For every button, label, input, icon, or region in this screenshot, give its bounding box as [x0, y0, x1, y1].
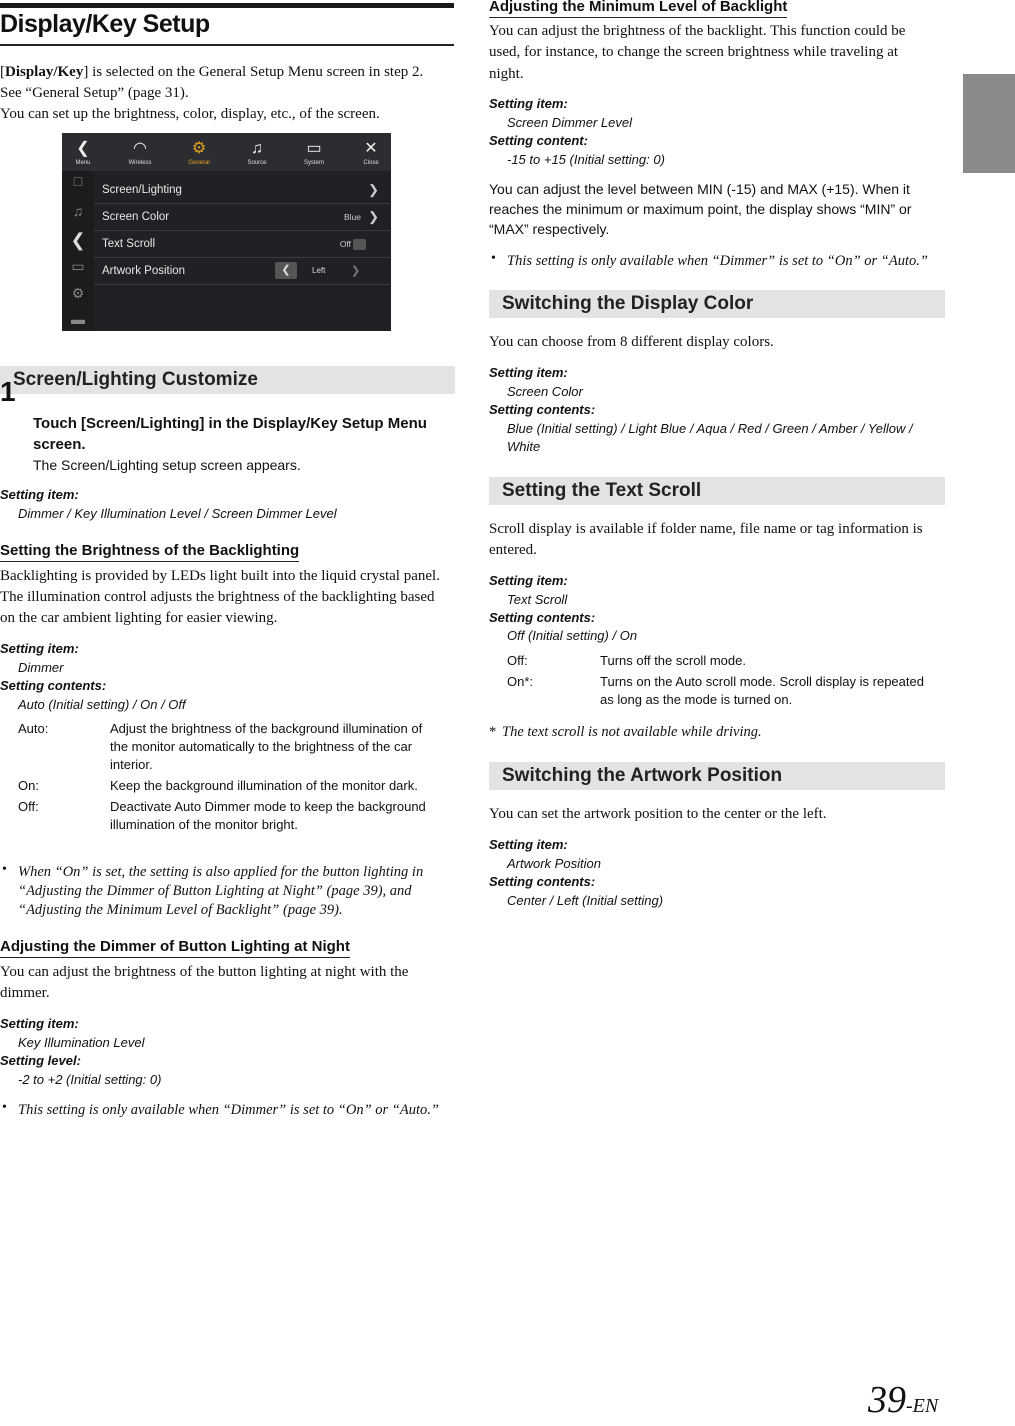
toggle-icon: [353, 239, 366, 250]
display-color-contents-1: Blue (Initial setting) / Light Blue / Aqua / Red / Green / Amber / Yellow /: [507, 421, 913, 436]
screen-row-scroll: Text Scroll Off: [94, 231, 391, 258]
button-dimmer-note: This setting is only available when “Dimmer” is set to “On” or “Auto.”: [18, 1102, 439, 1118]
text-scroll-body-2: entered.: [489, 542, 537, 558]
side-back-icon: ❮: [70, 230, 86, 250]
screen-tab-system: ▭ System: [289, 138, 339, 166]
option-desc-auto-2: the monitor automatically to the brightness of the car: [110, 739, 413, 754]
step-instruction-line-2: screen.: [33, 436, 86, 453]
min-backlight-detail-1: You can adjust the level between MIN (-15) and MAX (+15). When it: [489, 181, 910, 197]
setting-item-value: Dimmer / Key Illumination Level / Screen Dimmer Level: [18, 506, 337, 521]
subheading-button-dimmer: Adjusting the Dimmer of Button Lighting at Night: [0, 938, 350, 958]
section-heading-artwork: Switching the Artwork Position: [489, 762, 945, 790]
artwork-item-value: Artwork Position: [507, 856, 601, 871]
option-desc-auto-1: Adjust the brightness of the background illumination of: [110, 721, 423, 736]
section-heading-display-color: Switching the Display Color: [489, 290, 945, 318]
text-scroll-item-label: Setting item:: [489, 573, 568, 588]
brightness-body-2: The illumination control adjusts the brightness of the backlighting based: [0, 589, 435, 605]
min-backlight-content-label: Setting content:: [489, 133, 588, 148]
page-title: Display/Key Setup: [0, 10, 210, 38]
display-color-contents-2: White: [507, 439, 541, 454]
chapter-tab: [963, 74, 1015, 173]
brightness-note-3: “Adjusting the Minimum Level of Backlight” (page 39).: [18, 902, 343, 918]
screen-row-lighting: Screen/Lighting ❯: [94, 177, 391, 204]
display-color-item-value: Screen Color: [507, 384, 583, 399]
screen-tab-close: ✕ Close: [346, 138, 391, 166]
brightness-note-1: When “On” is set, the setting is also applied for the button lighting in: [18, 864, 424, 880]
button-dimmer-item-label: Setting item:: [0, 1016, 79, 1031]
page-number: 39-EN: [868, 1379, 939, 1421]
text-scroll-body-1: Scroll display is available if folder name, file name or tag information is: [489, 521, 923, 537]
setting-item-label: Setting item:: [0, 487, 79, 502]
side-music-icon: ♫: [72, 205, 84, 220]
title-rule-bottom: [0, 44, 454, 46]
option-desc-off-1: Deactivate Auto Dimmer mode to keep the background: [110, 799, 426, 814]
brightness-item-label: Setting item:: [0, 641, 79, 656]
option-desc-on: Keep the background illumination of the monitor dark.: [110, 778, 418, 793]
side-car-icon: ▬: [71, 313, 85, 328]
option-desc-auto-3: interior.: [110, 757, 153, 772]
subheading-brightness: Setting the Brightness of the Backlighting: [0, 542, 299, 562]
button-dimmer-level-value: -2 to +2 (Initial setting: 0): [18, 1072, 162, 1087]
subheading-min-backlight: Adjusting the Minimum Level of Backlight: [489, 0, 787, 18]
button-dimmer-item-value: Key Illumination Level: [18, 1035, 145, 1050]
chevron-left-icon: ❮: [275, 262, 297, 279]
min-backlight-detail-2: reaches the minimum or maximum point, the display shows “MIN” or: [489, 201, 912, 217]
bullet-icon: •: [2, 1100, 7, 1115]
chevron-right-icon: ❯: [351, 265, 361, 277]
text-scroll-item-value: Text Scroll: [507, 592, 568, 607]
step-number: 1: [0, 376, 16, 407]
min-backlight-body-3: night.: [489, 66, 524, 82]
text-scroll-contents-label: Setting contents:: [489, 610, 596, 625]
brightness-note-2: “Adjusting the Dimmer of Button Lighting at Night” (page 39), and: [18, 883, 412, 899]
intro-key: Display/Key: [5, 64, 84, 80]
chevron-right-icon: ❯: [368, 209, 379, 224]
min-backlight-body-1: You can adjust the brightness of the backlight. This function could be: [489, 23, 906, 39]
screen-tab-source: ♫ Source: [232, 138, 282, 166]
screen-row-artwork: Artwork Position ❮ Left ❯: [94, 258, 391, 285]
step-result: The Screen/Lighting setup screen appears.: [33, 457, 301, 473]
brightness-contents-label: Setting contents:: [0, 678, 107, 693]
option-desc-off-2: illumination of the monitor bright.: [110, 817, 298, 832]
title-rule-top: [0, 3, 454, 8]
gear-icon: ⚙: [191, 140, 207, 157]
scroll-option-desc-on-1: Turns on the Auto scroll mode. Scroll display is repeated: [600, 674, 924, 689]
screen-row-color: Screen Color Blue ❯: [94, 204, 391, 231]
display-color-body: You can choose from 8 different display colors.: [489, 334, 774, 350]
display-color-contents-label: Setting contents:: [489, 402, 596, 417]
wifi-icon: ◠: [133, 140, 147, 157]
side-gear-icon: ⚙: [71, 287, 85, 302]
screen-tab-wireless: ◠ Wireless: [115, 138, 165, 166]
screen-tab-general: ⚙ General: [174, 138, 224, 166]
artwork-contents-label: Setting contents:: [489, 874, 596, 889]
page-suffix: -EN: [906, 1395, 939, 1417]
intro-line-1-rest: ] is selected on the General Setup Menu screen in step 2.: [83, 64, 424, 80]
button-dimmer-level-label: Setting level:: [0, 1053, 81, 1068]
brightness-item-value: Dimmer: [18, 660, 64, 675]
intro-line-3: You can set up the brightness, color, display, etc., of the screen.: [0, 106, 380, 122]
intro-line-2: See “General Setup” (page 31).: [0, 85, 189, 101]
artwork-body: You can set the artwork position to the center or the left.: [489, 806, 827, 822]
chevron-right-icon: ❯: [368, 182, 379, 197]
screen-side-bar: [62, 171, 94, 331]
bullet-icon: •: [2, 862, 7, 877]
scroll-option-key-off: Off:: [507, 653, 528, 668]
footnote-mark: *: [489, 724, 497, 740]
section-heading-text-scroll: Setting the Text Scroll: [489, 477, 945, 505]
step-key: Screen/Lighting: [86, 415, 200, 432]
min-backlight-item-value: Screen Dimmer Level: [507, 115, 632, 130]
button-dimmer-body-1: You can adjust the brightness of the button lighting at night with the: [0, 964, 409, 980]
text-scroll-footnote: The text scroll is not available while driving.: [502, 724, 762, 740]
artwork-contents-value: Center / Left (Initial setting): [507, 893, 664, 908]
option-key-on: On:: [18, 778, 39, 793]
option-key-auto: Auto:: [18, 721, 49, 736]
bullet-icon: •: [491, 251, 496, 266]
intro-line-1: [Display/Key] is selected on the General Setup Menu screen in step 2.: [0, 64, 424, 80]
side-blank-icon: □: [73, 175, 83, 190]
side-monitor-icon: ▭: [71, 260, 85, 275]
brightness-body-3: on the car ambient lighting for easier viewing.: [0, 610, 278, 626]
min-backlight-body-2: used, for instance, to change the screen brightness while traveling at: [489, 44, 899, 60]
scroll-option-key-on: On*:: [507, 674, 534, 689]
display-color-item-label: Setting item:: [489, 365, 568, 380]
option-key-off: Off:: [18, 799, 39, 814]
screen-tab-menu: ❮ Menu: [62, 138, 108, 166]
brightness-body-1: Backlighting is provided by LEDs light built into the liquid crystal panel.: [0, 568, 440, 584]
setup-screen-image: [62, 133, 391, 331]
back-icon: ❮: [76, 140, 90, 157]
artwork-item-label: Setting item:: [489, 837, 568, 852]
text-scroll-contents-value: Off (Initial setting) / On: [507, 628, 638, 643]
min-backlight-note: This setting is only available when “Dimmer” is set to “On” or “Auto.”: [507, 253, 928, 269]
brightness-contents-value: Auto (Initial setting) / On / Off: [18, 697, 186, 712]
button-dimmer-body-2: dimmer.: [0, 985, 50, 1001]
close-icon: ✕: [364, 140, 378, 157]
scroll-option-desc-on-2: as long as the mode is turned on.: [600, 692, 793, 707]
min-backlight-content-value: -15 to +15 (Initial setting: 0): [507, 152, 665, 167]
scroll-option-desc-off: Turns off the scroll mode.: [600, 653, 746, 668]
min-backlight-item-label: Setting item:: [489, 96, 568, 111]
section-heading-screen-lighting: Screen/Lighting Customize: [0, 366, 455, 394]
step-instruction: Touch [Screen/Lighting] in the Display/Key Setup Menu: [33, 415, 427, 432]
screen-top-bar: [62, 133, 391, 171]
monitor-icon: ▭: [306, 140, 322, 157]
music-icon: ♫: [251, 140, 263, 157]
min-backlight-detail-3: “MAX” respectively.: [489, 221, 610, 237]
